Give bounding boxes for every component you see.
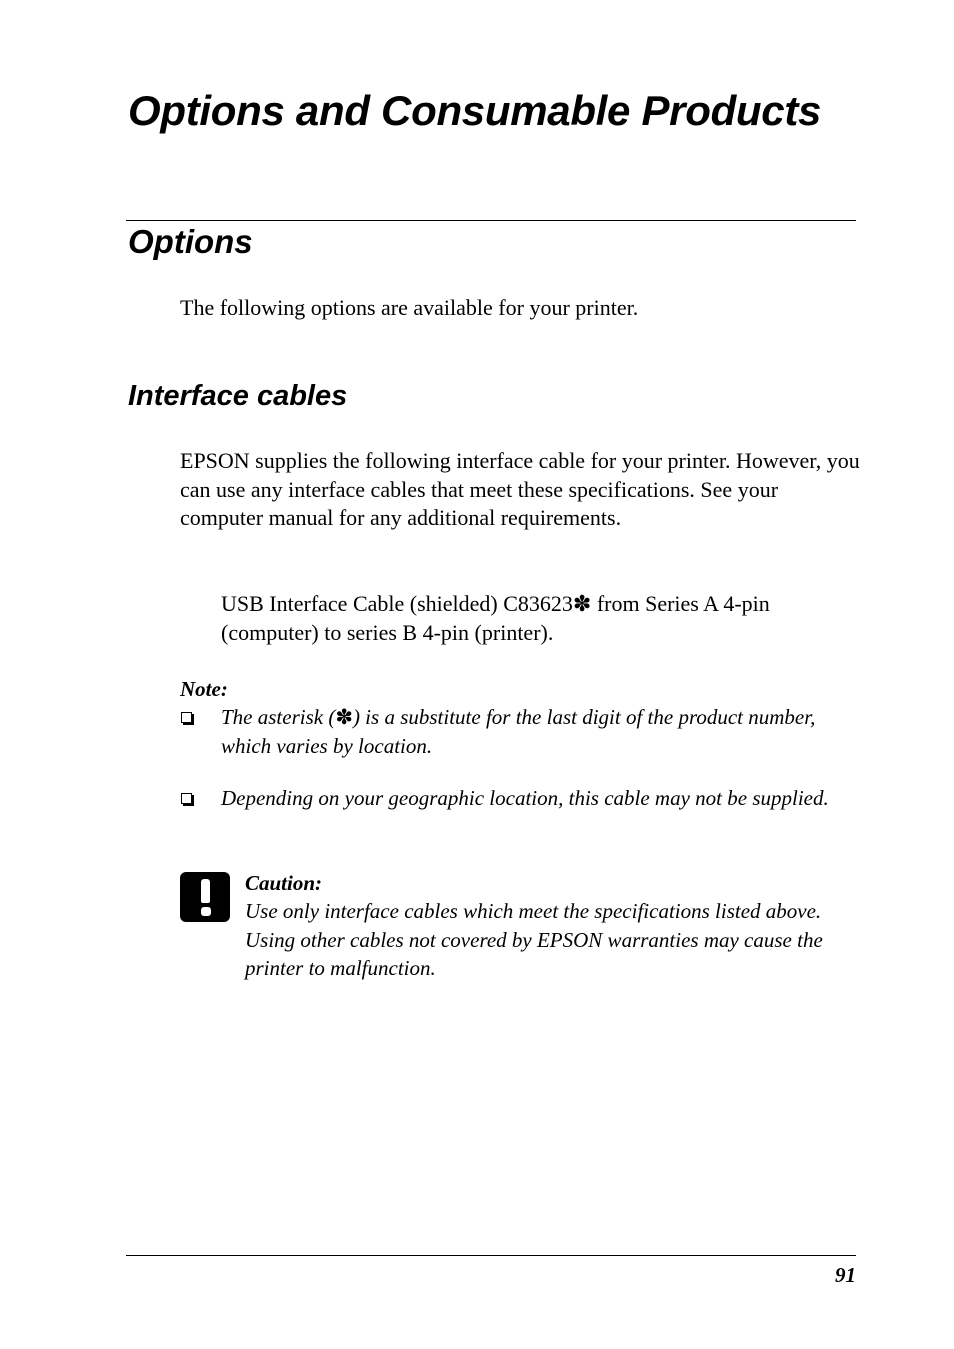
checkbox-bullet-icon — [181, 712, 192, 723]
checkbox-bullet-icon — [181, 793, 192, 804]
note-item-text: Depending on your geographic location, this cable may not be supplied. — [221, 786, 829, 810]
page-number: 91 — [835, 1263, 856, 1287]
usb-cable-description: USB Interface Cable (shielded) C83623✽ from Series A 4-pin (computer) to series B 4-pin (printer). — [221, 591, 770, 645]
intro-paragraph: The following options are available for your printer. — [180, 295, 639, 320]
asterisk-symbol: ✽ — [335, 705, 353, 729]
section-divider — [126, 220, 856, 221]
exclamation-icon — [180, 872, 230, 922]
note-label: Note: — [180, 677, 228, 701]
subsection-title: Interface cables — [128, 380, 348, 412]
chapter-title: Options and Consumable Products — [128, 87, 822, 134]
note-item-text: The asterisk (✽) is a substitute for the last digit of the product number, which varies by location. — [221, 705, 816, 758]
footer-divider — [126, 1255, 856, 1256]
caution-text: Use only interface cables which meet the specifications listed above. Using other cables not covered by EPSON warranties may cause the printer to malfunction. — [245, 899, 823, 980]
caution-label: Caution: — [245, 871, 323, 895]
interface-cable-paragraph: EPSON supplies the following interface cable for your printer. However, you can use any interface cables that meet these specifications. See your computer manual for any additional requirements. — [180, 448, 860, 530]
section-title: Options — [128, 223, 253, 260]
